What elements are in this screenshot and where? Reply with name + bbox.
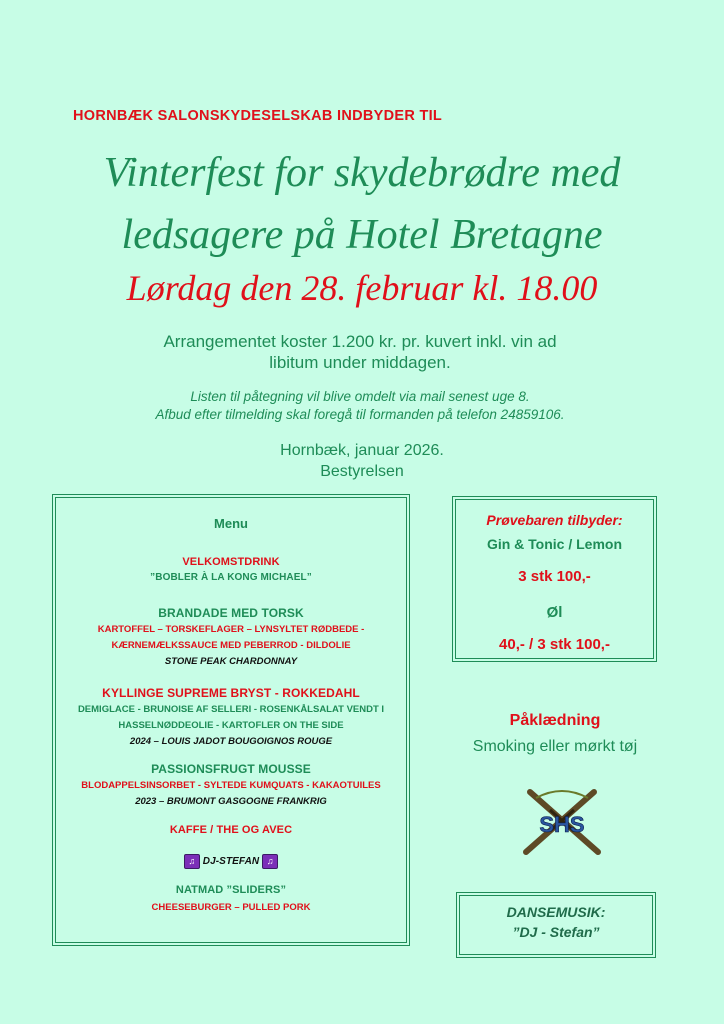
menu-coffee: KAFFE / THE OG AVEC <box>169 824 293 836</box>
bar-beer-price: 40,- / 3 stk 100,- <box>499 636 610 653</box>
note-line-2: Afbud efter tilmelding skal foregå til formanden på telefon 24859106. <box>155 407 565 422</box>
menu-course-3-line-1: BLODAPPELSINSORBET - SYLTEDE KUMQUATS - KAKAOTUILES <box>81 780 381 791</box>
menu-welcome: VELKOMSTDRINK <box>182 556 280 568</box>
bar-box <box>452 496 657 662</box>
dress-code-title: Påklædning <box>509 712 601 729</box>
menu-course-1-wine: STONE PEAK CHARDONNAY <box>164 656 298 667</box>
event-title-line-2: ledsagere på Hotel Bretagne <box>121 212 603 258</box>
menu-dj <box>56 854 406 869</box>
bar-drink: Gin & Tonic / Lemon <box>486 536 623 552</box>
event-title-line-1: Vinterfest for skydebrødre med <box>103 150 621 196</box>
menu-course-2: KYLLINGE SUPREME BRYST - ROKKEDAHL <box>102 686 360 700</box>
dance-box <box>456 892 656 958</box>
menu-nightsnack-detail: CHEESEBURGER – PULLED PORK <box>151 902 311 913</box>
event-date: Lørdag den 28. februar kl. 18.00 <box>126 268 598 308</box>
dance-name: ”DJ - Stefan” <box>512 924 600 940</box>
crossed-rifles-icon <box>520 786 604 858</box>
dance-title: DANSEMUSIK: <box>506 904 606 920</box>
price-line-2: libitum under middagen. <box>269 353 451 372</box>
menu-title: Menu <box>214 516 248 531</box>
menu-nightsnack: NATMAD ”SLIDERS” <box>175 884 287 896</box>
menu-welcome-detail: ”BOBLER À LA KONG MICHAEL” <box>150 572 312 583</box>
bar-title: Prøvebaren tilbyder: <box>486 512 623 528</box>
signature: Bestyrelsen <box>320 463 404 480</box>
menu-course-1-line-1: KARTOFFEL – TORSKEFLAGER – LYNSYLTET RØDBEDE - <box>97 624 365 635</box>
place-date: Hornbæk, januar 2026. <box>280 442 444 459</box>
dress-code-text: Smoking eller mørkt tøj <box>472 738 638 755</box>
menu-box <box>52 494 410 946</box>
menu-course-2-line-1: DEMIGLACE - BRUNOISE AF SELLERI - ROSENKÅLSALAT VENDT I <box>77 704 385 715</box>
club-logo <box>520 786 604 858</box>
price-line-1: Arrangementet koster 1.200 kr. pr. kuvert inkl. vin ad <box>163 332 557 351</box>
music-note-icon: ♫ <box>184 854 200 869</box>
logo-letters: SHS <box>539 812 585 837</box>
bar-drink-price: 3 stk 100,- <box>518 568 591 585</box>
signup-notes <box>60 388 660 424</box>
price-text <box>120 331 600 373</box>
menu-course-1: BRANDADE MED TORSK <box>158 606 304 620</box>
menu-course-1-line-2: KÆRNEMÆLKSSAUCE MED PEBERROD - DILDOLIE <box>111 640 351 651</box>
inviter-line: HORNBÆK SALONSKYDESELSKAB INDBYDER TIL <box>73 108 443 124</box>
music-note-icon: ♫ <box>262 854 278 869</box>
menu-course-3: PASSIONSFRUGT MOUSSE <box>151 762 311 776</box>
menu-course-2-line-2: HASSELNØDDEOLIE - KARTOFLER ON THE SIDE <box>118 720 344 731</box>
menu-course-2-wine: 2024 – LOUIS JADOT BOUGOIGNOS ROUGE <box>129 736 333 747</box>
note-line-1: Listen til påtegning vil blive omdelt via mail senest uge 8. <box>190 389 530 404</box>
menu-dj-label: DJ-STEFAN <box>202 856 260 868</box>
bar-beer: Øl <box>546 604 563 621</box>
signoff <box>0 440 724 482</box>
menu-course-3-wine: 2023 – BRUMONT GASGOGNE FRANKRIG <box>135 796 327 807</box>
